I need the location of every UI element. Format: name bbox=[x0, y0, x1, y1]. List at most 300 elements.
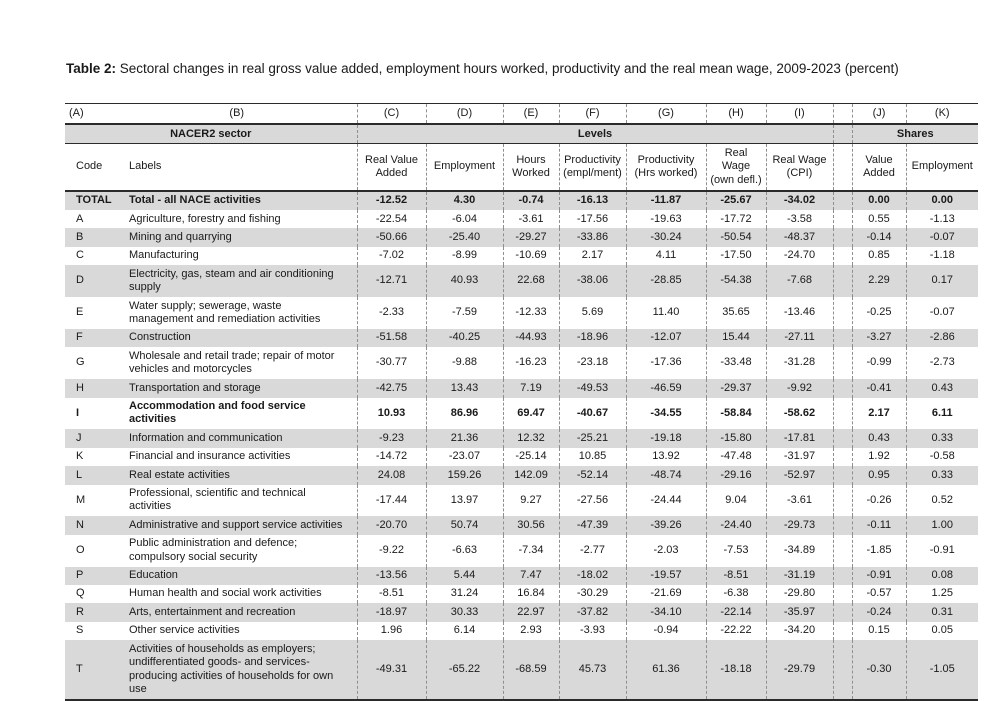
share-value-cell: 0.52 bbox=[906, 485, 978, 517]
table-row bbox=[65, 265, 978, 297]
spacer-cell bbox=[833, 535, 852, 567]
row-label: Activities of households as employers; undifferentiated goods- and services-producing activities of households for own use bbox=[117, 640, 357, 700]
share-value-cell: -0.58 bbox=[906, 448, 978, 466]
level-value-cell: -3.58 bbox=[766, 210, 833, 228]
level-value-cell: -13.46 bbox=[766, 297, 833, 329]
spacer-cell bbox=[833, 603, 852, 621]
header-real-wage-cpi: Real Wage (CPI) bbox=[766, 144, 833, 191]
level-value-cell: -28.85 bbox=[626, 265, 706, 297]
level-value-cell: -51.58 bbox=[357, 329, 426, 347]
header-hours-worked: Hours Worked bbox=[503, 144, 559, 191]
level-value-cell: -11.87 bbox=[626, 191, 706, 210]
spacer-cell bbox=[833, 448, 852, 466]
row-label: Wholesale and retail trade; repair of motor vehicles and motorcycles bbox=[129, 349, 335, 376]
table-row bbox=[65, 466, 978, 484]
column-letters-row bbox=[65, 104, 978, 125]
share-value-cell: 0.85 bbox=[852, 247, 906, 265]
level-value-cell: -9.92 bbox=[766, 379, 833, 397]
level-value-cell: 4.11 bbox=[626, 247, 706, 265]
level-value-cell: 7.47 bbox=[503, 567, 559, 585]
row-label: Total - all NACE activities bbox=[117, 191, 357, 210]
row-label: Water supply; sewerage, waste management and remediation activities bbox=[129, 299, 321, 325]
level-value-cell: -2.33 bbox=[357, 297, 426, 329]
row-label: Information and communication bbox=[117, 429, 357, 447]
level-value-cell: -17.50 bbox=[706, 247, 766, 265]
level-value-cell: 142.09 bbox=[503, 466, 559, 484]
spacer-cell bbox=[833, 429, 852, 447]
spacer-cell bbox=[833, 265, 852, 297]
level-value-cell: -23.07 bbox=[426, 448, 503, 466]
level-value-cell: -65.22 bbox=[426, 640, 503, 700]
group-header-row bbox=[65, 124, 978, 144]
share-value-cell: 0.43 bbox=[852, 429, 906, 447]
share-value-cell: -0.91 bbox=[906, 535, 978, 567]
share-value-cell: 0.05 bbox=[906, 622, 978, 640]
share-value-cell: 2.17 bbox=[852, 398, 906, 430]
table-row bbox=[65, 191, 978, 210]
share-value-cell: 0.33 bbox=[906, 466, 978, 484]
table-row bbox=[65, 485, 978, 517]
level-value-cell: -34.10 bbox=[626, 603, 706, 621]
level-value-cell: -8.51 bbox=[357, 585, 426, 603]
level-value-cell: -34.02 bbox=[766, 191, 833, 210]
level-value-cell: 35.65 bbox=[706, 297, 766, 329]
spacer-cell bbox=[833, 329, 852, 347]
level-value-cell: 5.44 bbox=[426, 567, 503, 585]
share-value-cell: -0.07 bbox=[906, 297, 978, 329]
level-value-cell: -17.56 bbox=[559, 210, 626, 228]
table-row bbox=[65, 210, 978, 228]
table-row bbox=[65, 379, 978, 397]
level-value-cell: -19.18 bbox=[626, 429, 706, 447]
level-value-cell: -49.53 bbox=[559, 379, 626, 397]
col-letter-k: (K) bbox=[906, 104, 978, 125]
level-value-cell: 10.93 bbox=[357, 398, 426, 430]
level-value-cell: -34.55 bbox=[626, 398, 706, 430]
share-value-cell: 6.11 bbox=[906, 398, 978, 430]
level-value-cell: -34.20 bbox=[766, 622, 833, 640]
level-value-cell: -17.36 bbox=[626, 347, 706, 379]
level-value-cell: -18.18 bbox=[706, 640, 766, 700]
row-code: N bbox=[65, 516, 117, 534]
share-value-cell: 0.17 bbox=[906, 265, 978, 297]
share-value-cell: -0.99 bbox=[852, 347, 906, 379]
level-value-cell: -2.03 bbox=[626, 535, 706, 567]
table-row bbox=[65, 347, 978, 379]
level-value-cell: -42.75 bbox=[357, 379, 426, 397]
row-code: B bbox=[65, 228, 117, 246]
level-value-cell: -7.59 bbox=[426, 297, 503, 329]
row-code: H bbox=[65, 379, 117, 397]
row-label: Mining and quarrying bbox=[117, 228, 357, 246]
row-code: K bbox=[76, 450, 84, 463]
spacer-cell bbox=[833, 622, 852, 640]
level-value-cell: 10.85 bbox=[559, 448, 626, 466]
table-row bbox=[65, 585, 978, 603]
share-value-cell: -0.91 bbox=[852, 567, 906, 585]
level-value-cell: 11.40 bbox=[626, 297, 706, 329]
subheader-spacer bbox=[833, 144, 852, 191]
row-code: D bbox=[65, 265, 117, 297]
share-value-cell: -1.18 bbox=[906, 247, 978, 265]
share-value-cell: -0.24 bbox=[852, 603, 906, 621]
level-value-cell: -52.97 bbox=[766, 466, 833, 484]
level-value-cell: -30.29 bbox=[559, 585, 626, 603]
row-code: S bbox=[76, 624, 84, 637]
level-value-cell: 16.84 bbox=[503, 585, 559, 603]
level-value-cell: -27.56 bbox=[559, 485, 626, 517]
level-value-cell: -10.69 bbox=[503, 247, 559, 265]
level-value-cell: -50.54 bbox=[706, 228, 766, 246]
level-value-cell: -18.97 bbox=[357, 603, 426, 621]
row-label: Accommodation and food service activities bbox=[129, 400, 306, 426]
share-value-cell: 0.43 bbox=[906, 379, 978, 397]
row-code: A bbox=[76, 212, 84, 225]
level-value-cell: -12.71 bbox=[357, 265, 426, 297]
header-productivity-employment: Productivity (empl/ment) bbox=[559, 144, 626, 191]
table-title-text: Sectoral changes in real gross value added, employment hours worked, productivity and the real mean wage, 2009-2023 (percent) bbox=[116, 61, 899, 76]
level-value-cell: -22.14 bbox=[706, 603, 766, 621]
table-row bbox=[65, 640, 978, 700]
col-letter-i: (I) bbox=[766, 104, 833, 125]
level-value-cell: -46.59 bbox=[626, 379, 706, 397]
level-value-cell: -25.21 bbox=[559, 429, 626, 447]
level-value-cell: -33.48 bbox=[706, 347, 766, 379]
row-code: T bbox=[65, 640, 117, 700]
level-value-cell: -30.77 bbox=[357, 347, 426, 379]
table-header bbox=[65, 104, 978, 191]
table-row bbox=[65, 448, 978, 466]
level-value-cell: -29.37 bbox=[706, 379, 766, 397]
header-share-employment: Employment bbox=[906, 144, 978, 191]
table-row bbox=[65, 516, 978, 534]
share-value-cell: -0.25 bbox=[852, 297, 906, 329]
share-value-cell: 0.33 bbox=[906, 429, 978, 447]
level-value-cell: -35.97 bbox=[766, 603, 833, 621]
level-value-cell: -18.96 bbox=[559, 329, 626, 347]
level-value-cell: 9.04 bbox=[706, 485, 766, 517]
row-code: Q bbox=[76, 587, 85, 600]
level-value-cell: 86.96 bbox=[426, 398, 503, 430]
table-row bbox=[65, 622, 978, 640]
share-value-cell: -3.27 bbox=[852, 329, 906, 347]
level-value-cell: 15.44 bbox=[706, 329, 766, 347]
row-code: G bbox=[76, 356, 85, 369]
level-value-cell: 13.92 bbox=[626, 448, 706, 466]
level-value-cell: -52.14 bbox=[559, 466, 626, 484]
level-value-cell: -25.14 bbox=[503, 448, 559, 466]
table-row bbox=[65, 398, 978, 430]
level-value-cell: -13.56 bbox=[357, 567, 426, 585]
level-value-cell: -17.81 bbox=[766, 429, 833, 447]
level-value-cell: -68.59 bbox=[503, 640, 559, 700]
share-value-cell: 0.00 bbox=[852, 191, 906, 210]
row-code: P bbox=[65, 567, 117, 585]
level-value-cell: -34.89 bbox=[766, 535, 833, 567]
level-value-cell: -37.82 bbox=[559, 603, 626, 621]
row-label: Real estate activities bbox=[117, 466, 357, 484]
level-value-cell: -24.40 bbox=[706, 516, 766, 534]
level-value-cell: -27.11 bbox=[766, 329, 833, 347]
level-value-cell: 2.17 bbox=[559, 247, 626, 265]
spacer-cell bbox=[833, 297, 852, 329]
share-value-cell: 0.00 bbox=[906, 191, 978, 210]
col-letter-f: (F) bbox=[559, 104, 626, 125]
level-value-cell: 69.47 bbox=[503, 398, 559, 430]
table-row bbox=[65, 329, 978, 347]
spacer-cell bbox=[833, 516, 852, 534]
row-code: R bbox=[65, 603, 117, 621]
level-value-cell: -44.93 bbox=[503, 329, 559, 347]
level-value-cell: -40.25 bbox=[426, 329, 503, 347]
share-value-cell: -1.05 bbox=[906, 640, 978, 700]
share-value-cell: 2.29 bbox=[852, 265, 906, 297]
row-label: Administrative and support service activities bbox=[117, 516, 357, 534]
level-value-cell: -30.24 bbox=[626, 228, 706, 246]
level-value-cell: -31.28 bbox=[766, 347, 833, 379]
level-value-cell: -3.93 bbox=[559, 622, 626, 640]
level-value-cell: -16.13 bbox=[559, 191, 626, 210]
level-value-cell: 50.74 bbox=[426, 516, 503, 534]
level-value-cell: -0.74 bbox=[503, 191, 559, 210]
level-value-cell: 12.32 bbox=[503, 429, 559, 447]
row-label: Human health and social work activities bbox=[129, 587, 322, 600]
level-value-cell: -50.66 bbox=[357, 228, 426, 246]
level-value-cell: -7.53 bbox=[706, 535, 766, 567]
table-body bbox=[65, 191, 978, 700]
level-value-cell: -40.67 bbox=[559, 398, 626, 430]
row-label: Transportation and storage bbox=[117, 379, 357, 397]
row-code: TOTAL bbox=[65, 191, 117, 210]
level-value-cell: -21.69 bbox=[626, 585, 706, 603]
share-value-cell: 0.15 bbox=[852, 622, 906, 640]
row-label: Other service activities bbox=[129, 624, 240, 637]
share-value-cell: -0.07 bbox=[906, 228, 978, 246]
level-value-cell: -48.74 bbox=[626, 466, 706, 484]
level-value-cell: 2.93 bbox=[503, 622, 559, 640]
group-levels: Levels bbox=[357, 124, 833, 144]
header-real-wage-own-defl: Real Wage (own defl.) bbox=[706, 144, 766, 191]
level-value-cell: -8.51 bbox=[706, 567, 766, 585]
level-value-cell: -18.02 bbox=[559, 567, 626, 585]
row-code: L bbox=[65, 466, 117, 484]
level-value-cell: -6.63 bbox=[426, 535, 503, 567]
level-value-cell: -7.02 bbox=[357, 247, 426, 265]
level-value-cell: 13.97 bbox=[426, 485, 503, 517]
spacer-cell bbox=[833, 466, 852, 484]
row-label: Financial and insurance activities bbox=[129, 450, 291, 463]
table-row bbox=[65, 297, 978, 329]
spacer-cell bbox=[833, 379, 852, 397]
col-letter-h: (H) bbox=[706, 104, 766, 125]
share-value-cell: -1.13 bbox=[906, 210, 978, 228]
level-value-cell: -29.73 bbox=[766, 516, 833, 534]
level-value-cell: 40.93 bbox=[426, 265, 503, 297]
level-value-cell: 45.73 bbox=[559, 640, 626, 700]
level-value-cell: -9.23 bbox=[357, 429, 426, 447]
level-value-cell: -6.38 bbox=[706, 585, 766, 603]
level-value-cell: -29.80 bbox=[766, 585, 833, 603]
level-value-cell: -24.44 bbox=[626, 485, 706, 517]
level-value-cell: -38.06 bbox=[559, 265, 626, 297]
level-value-cell: -17.44 bbox=[357, 485, 426, 517]
level-value-cell: -9.88 bbox=[426, 347, 503, 379]
row-code: M bbox=[76, 493, 86, 506]
col-letter-g: (G) bbox=[626, 104, 706, 125]
level-value-cell: -48.37 bbox=[766, 228, 833, 246]
table-title-prefix: Table 2: bbox=[66, 61, 117, 76]
spacer-cell bbox=[833, 567, 852, 585]
level-value-cell: -15.80 bbox=[706, 429, 766, 447]
table-row bbox=[65, 535, 978, 567]
level-value-cell: 30.33 bbox=[426, 603, 503, 621]
level-value-cell: -2.77 bbox=[559, 535, 626, 567]
subheader-row bbox=[65, 144, 978, 191]
level-value-cell: -23.18 bbox=[559, 347, 626, 379]
level-value-cell: 30.56 bbox=[503, 516, 559, 534]
share-value-cell: -1.85 bbox=[852, 535, 906, 567]
share-value-cell: -2.86 bbox=[906, 329, 978, 347]
level-value-cell: -12.52 bbox=[357, 191, 426, 210]
row-label: Electricity, gas, steam and air conditioning supply bbox=[117, 265, 357, 297]
header-employment: Employment bbox=[426, 144, 503, 191]
level-value-cell: -25.67 bbox=[706, 191, 766, 210]
level-value-cell: -9.22 bbox=[357, 535, 426, 567]
level-value-cell: 5.69 bbox=[559, 297, 626, 329]
level-value-cell: -6.04 bbox=[426, 210, 503, 228]
level-value-cell: -47.48 bbox=[706, 448, 766, 466]
level-value-cell: -39.26 bbox=[626, 516, 706, 534]
level-value-cell: -22.22 bbox=[706, 622, 766, 640]
spacer-column-header bbox=[833, 104, 852, 125]
level-value-cell: 61.36 bbox=[626, 640, 706, 700]
level-value-cell: 22.97 bbox=[503, 603, 559, 621]
level-value-cell: -49.31 bbox=[357, 640, 426, 700]
share-value-cell: -0.26 bbox=[852, 485, 906, 517]
level-value-cell: -7.68 bbox=[766, 265, 833, 297]
level-value-cell: -19.57 bbox=[626, 567, 706, 585]
spacer-cell bbox=[833, 191, 852, 210]
col-letter-d: (D) bbox=[426, 104, 503, 125]
col-letter-c: (C) bbox=[357, 104, 426, 125]
col-letter-j: (J) bbox=[852, 104, 906, 125]
level-value-cell: -8.99 bbox=[426, 247, 503, 265]
share-value-cell: 1.00 bbox=[906, 516, 978, 534]
level-value-cell: -3.61 bbox=[766, 485, 833, 517]
sectoral-changes-table bbox=[65, 103, 978, 701]
level-value-cell: -29.79 bbox=[766, 640, 833, 700]
table-title bbox=[66, 61, 899, 76]
level-value-cell: 24.08 bbox=[357, 466, 426, 484]
level-value-cell: -7.34 bbox=[503, 535, 559, 567]
share-value-cell: 0.31 bbox=[906, 603, 978, 621]
level-value-cell: -33.86 bbox=[559, 228, 626, 246]
spacer-cell bbox=[833, 398, 852, 430]
level-value-cell: -25.40 bbox=[426, 228, 503, 246]
share-value-cell: 1.92 bbox=[852, 448, 906, 466]
level-value-cell: 159.26 bbox=[426, 466, 503, 484]
level-value-cell: -17.72 bbox=[706, 210, 766, 228]
share-value-cell: -0.41 bbox=[852, 379, 906, 397]
spacer-cell bbox=[833, 210, 852, 228]
level-value-cell: -20.70 bbox=[357, 516, 426, 534]
share-value-cell: -0.30 bbox=[852, 640, 906, 700]
row-label: Professional, scientific and technical activities bbox=[129, 487, 306, 513]
share-value-cell: -2.73 bbox=[906, 347, 978, 379]
row-code: E bbox=[76, 306, 84, 319]
share-value-cell: -0.14 bbox=[852, 228, 906, 246]
group-spacer bbox=[833, 124, 852, 144]
level-value-cell: -14.72 bbox=[357, 448, 426, 466]
table-row bbox=[65, 228, 978, 246]
level-value-cell: -24.70 bbox=[766, 247, 833, 265]
header-labels: Labels bbox=[117, 144, 357, 191]
row-code: J bbox=[65, 429, 117, 447]
level-value-cell: -12.07 bbox=[626, 329, 706, 347]
level-value-cell: 22.68 bbox=[503, 265, 559, 297]
row-label: Agriculture, forestry and fishing bbox=[129, 212, 281, 225]
spacer-cell bbox=[833, 247, 852, 265]
spacer-cell bbox=[833, 640, 852, 700]
level-value-cell: 1.96 bbox=[357, 622, 426, 640]
spacer-cell bbox=[833, 347, 852, 379]
row-label: Arts, entertainment and recreation bbox=[117, 603, 357, 621]
level-value-cell: -3.61 bbox=[503, 210, 559, 228]
row-label: Construction bbox=[117, 329, 357, 347]
row-code: C bbox=[76, 249, 84, 262]
level-value-cell: 13.43 bbox=[426, 379, 503, 397]
header-share-value-added: Value Added bbox=[852, 144, 906, 191]
level-value-cell: -16.23 bbox=[503, 347, 559, 379]
level-value-cell: 7.19 bbox=[503, 379, 559, 397]
level-value-cell: -29.16 bbox=[706, 466, 766, 484]
header-code: Code bbox=[65, 144, 117, 191]
level-value-cell: 21.36 bbox=[426, 429, 503, 447]
table-row bbox=[65, 247, 978, 265]
col-letter-b: (B) bbox=[117, 104, 357, 125]
row-code: I bbox=[76, 406, 80, 419]
table-row bbox=[65, 567, 978, 585]
level-value-cell: 4.30 bbox=[426, 191, 503, 210]
share-value-cell: -0.11 bbox=[852, 516, 906, 534]
level-value-cell: -31.97 bbox=[766, 448, 833, 466]
level-value-cell: -0.94 bbox=[626, 622, 706, 640]
table-row bbox=[65, 603, 978, 621]
header-real-value-added: Real Value Added bbox=[357, 144, 426, 191]
level-value-cell: 9.27 bbox=[503, 485, 559, 517]
row-label: Manufacturing bbox=[129, 249, 199, 262]
row-code: F bbox=[65, 329, 117, 347]
header-productivity-hours: Productivity (Hrs worked) bbox=[626, 144, 706, 191]
row-label: Education bbox=[117, 567, 357, 585]
level-value-cell: -22.54 bbox=[357, 210, 426, 228]
row-code: O bbox=[76, 543, 85, 556]
level-value-cell: -12.33 bbox=[503, 297, 559, 329]
spacer-cell bbox=[833, 228, 852, 246]
group-nacer2-sector: NACER2 sector bbox=[65, 124, 357, 144]
share-value-cell: 0.95 bbox=[852, 466, 906, 484]
share-value-cell: 0.55 bbox=[852, 210, 906, 228]
col-letter-a: (A) bbox=[65, 104, 117, 125]
spacer-cell bbox=[833, 485, 852, 517]
group-shares: Shares bbox=[852, 124, 978, 144]
share-value-cell: -0.57 bbox=[852, 585, 906, 603]
level-value-cell: -47.39 bbox=[559, 516, 626, 534]
level-value-cell: -54.38 bbox=[706, 265, 766, 297]
table-row bbox=[65, 429, 978, 447]
row-label: Public administration and defence; compulsory social security bbox=[129, 537, 298, 563]
level-value-cell: 6.14 bbox=[426, 622, 503, 640]
